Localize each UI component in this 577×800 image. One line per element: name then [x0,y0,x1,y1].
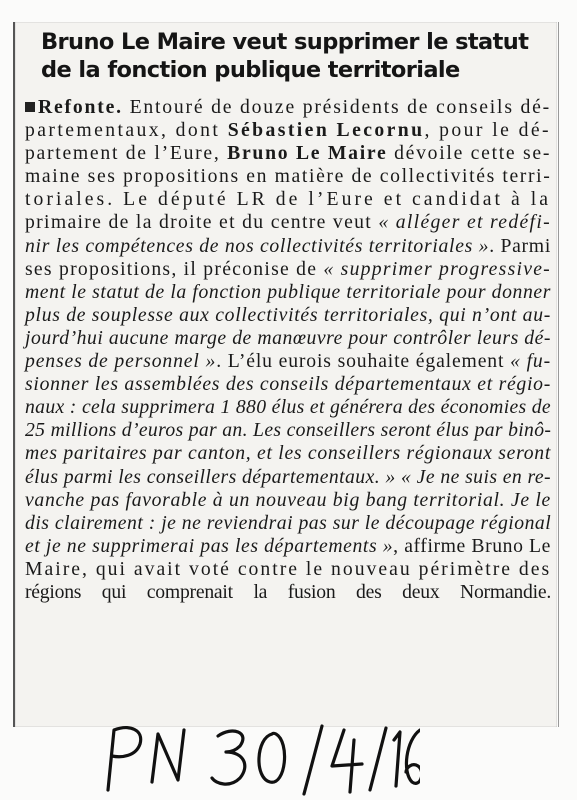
quoted-text: plus de souplesse aux collectivités territoriales, qui n’ont au- [25,303,551,326]
bold-name: Sébastien Lecornu [227,119,425,142]
article-line [25,466,551,489]
quoted-text: dis clairement : je ne reviendrai pas sur le découpage régional [25,511,552,534]
body-text: régions qui comprenait la fusion des deux Normandie. [25,580,551,603]
lead-label: Refonte. [38,96,123,118]
body-text: Maire, qui avait voté contre le nouveau périmètre des [25,557,552,580]
article-line [25,258,551,281]
article-line [25,96,551,119]
article-line [25,419,551,442]
quoted-text: « fu- [510,350,551,373]
quoted-text: « supprimer progressive- [323,257,551,280]
article-line [25,396,551,419]
article-line [25,188,551,211]
article-headline [41,28,546,84]
body-text: , pour le dé- [424,119,552,142]
article-line [25,119,551,142]
article-line [25,350,551,373]
article-line [25,489,551,512]
quoted-text: jourd’hui aucune marge de manœuvre pour contrôler leurs dé- [25,326,551,349]
article-line [25,442,551,465]
body-text: toriales. Le député LR de l’Eure et candidat à la [25,188,551,211]
quoted-text: ment le statut de la fonction publique territoriale pour donner [25,280,551,303]
quoted-text: élus parmi les conseillers départementaux. » [25,465,396,488]
quoted-text: sionner les assemblées des conseils départementaux et régio- [25,373,551,396]
article-line [25,281,551,304]
body-text: Entouré de douze présidents de conseils dé- [122,96,551,118]
quoted-text: et je ne supprimerai pas les départements » [25,534,394,557]
body-text: , affirme Bruno Le [393,534,551,557]
article-line [25,327,551,350]
quoted-text: « Je ne suis en re- [401,465,552,488]
headline-line-1: Bruno Le Maire veut supprimer le statut [41,29,529,55]
article-line [25,558,551,581]
article-line [25,165,551,188]
body-text: partement de l’Eure, [25,142,228,165]
quoted-text: mes paritaires par canton, et les conseillers régionaux seront [25,442,551,465]
body-text: dévoile cette se- [387,142,552,165]
quoted-text: 25 millions d’euros par an. Les conseillers seront élus par binô- [25,419,552,442]
quoted-text: naux : cela supprimera 1 880 élus et générera des économies de [25,396,551,419]
article-line [25,142,551,165]
lead-square-bullet-icon [25,102,35,112]
quoted-text: « alléger et redéfi- [378,211,551,234]
article-body [25,96,551,604]
newspaper-clipping [13,22,557,727]
headline-line-2: de la fonction publique territoriale [41,57,460,83]
article-line [25,211,551,234]
quoted-text: penses de personnel » [25,350,217,373]
article-line [25,512,551,535]
body-text: ses propositions, il préconise de [25,257,324,280]
handwritten-date-note [100,720,420,798]
article-line [25,373,551,396]
article-line [25,581,551,604]
body-text: maine ses propositions en matière de collectivités terri- [25,165,552,188]
body-text: partementaux, dont [25,119,228,142]
quoted-text: vanche pas favorable à un nouveau big bang territorial. Je le [25,488,551,511]
article-line [25,235,551,258]
quoted-text: nir les compétences de nos collectivités territoriales » [25,234,490,257]
body-text: primaire de la droite et du centre veut [25,211,379,234]
article-line [25,535,551,558]
body-text: . L’élu eurois souhaite également [216,350,511,373]
bold-name: Bruno Le Maire [227,142,388,165]
article-line [25,304,551,327]
body-text: . Parmi [489,234,551,257]
